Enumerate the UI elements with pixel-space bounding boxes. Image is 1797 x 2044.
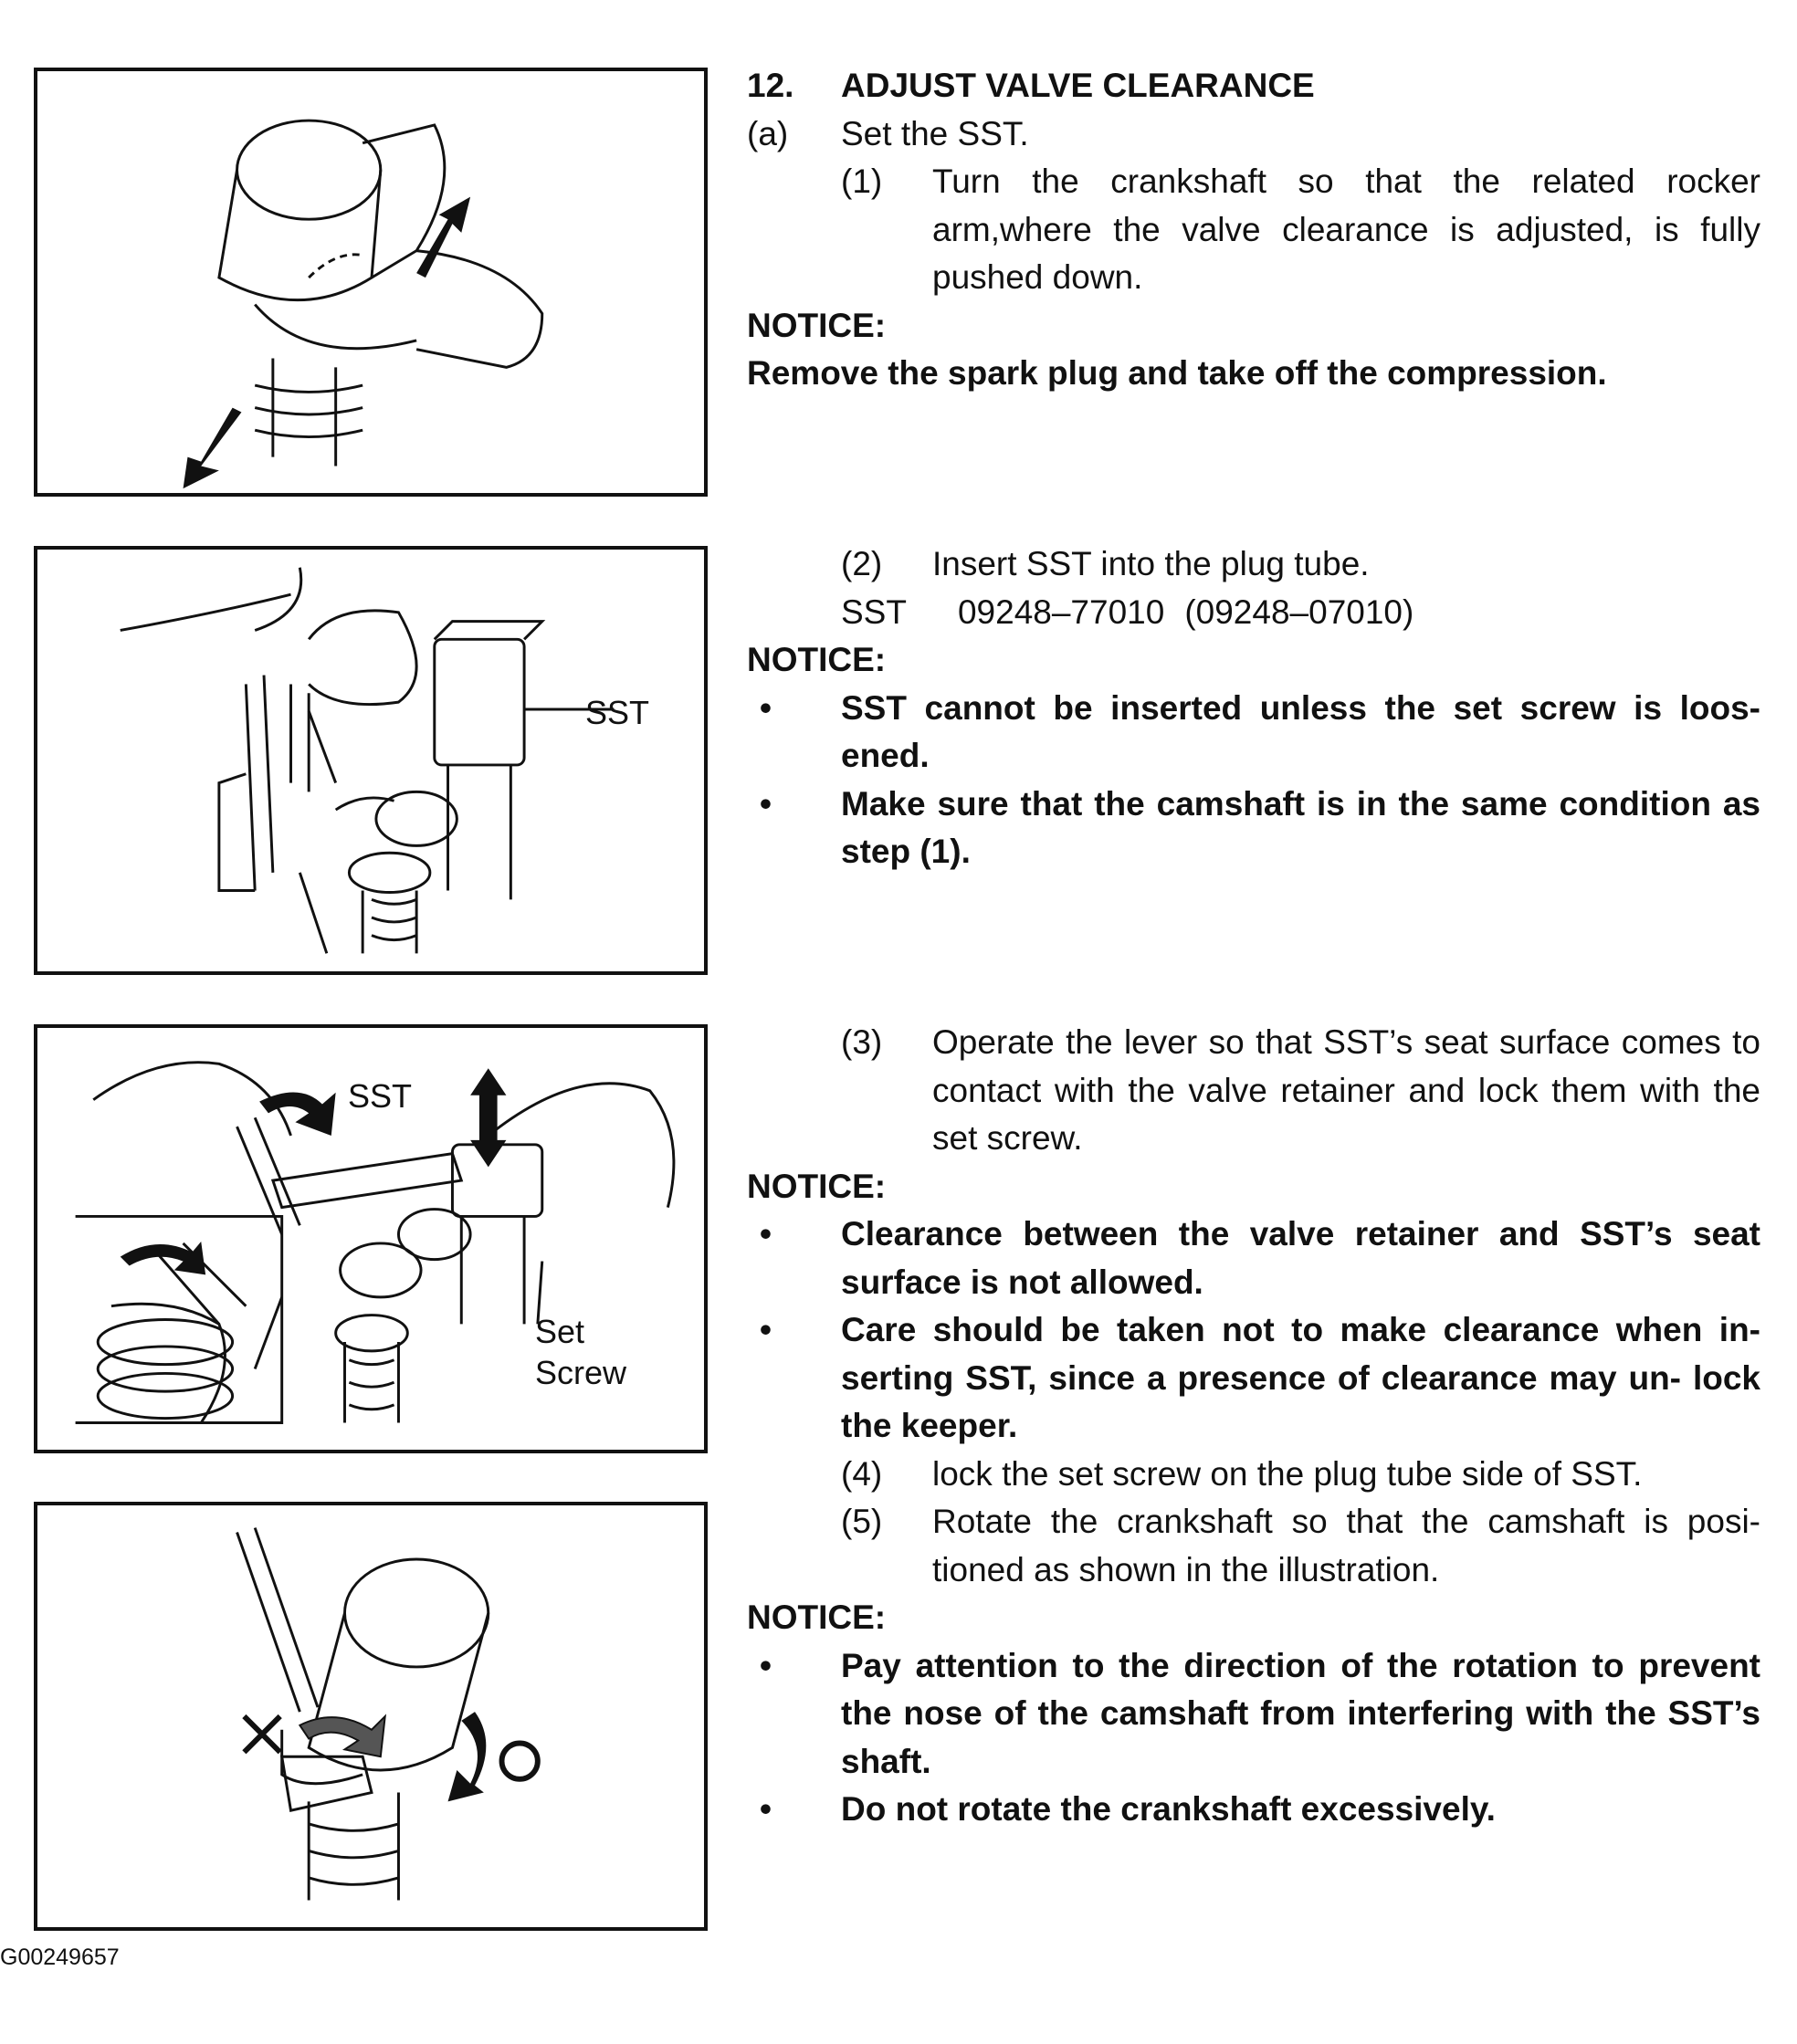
insert-sst-illustration	[37, 550, 704, 971]
item-2-label: (2)	[841, 545, 883, 582]
figure-insert-sst	[34, 546, 708, 975]
figure-rotate-camshaft	[34, 1502, 708, 1931]
bullet-icon: •	[760, 1215, 772, 1253]
step-number: 12.	[747, 67, 794, 104]
callout-set-screw: Set Screw	[535, 1313, 627, 1391]
item-4-text: lock the set screw on the plug tube side of SST.	[932, 1454, 1643, 1493]
item-1-label: (1)	[841, 162, 883, 200]
item-3-label: (3)	[841, 1023, 883, 1061]
notice-1-text: Remove the spark plug and take off the compression.	[747, 354, 1607, 392]
item-5-text: Rotate the crankshaft so that the camshaft is posi- tioned as shown in the illustration.	[932, 1503, 1760, 1588]
bullet-icon: •	[760, 1311, 772, 1348]
figure-operate-lever	[34, 1024, 708, 1453]
sst-alt-part: (09248–07010)	[1184, 592, 1414, 631]
bullet-icon: •	[760, 1646, 772, 1684]
step-title: ADJUST VALVE CLEARANCE	[841, 67, 1315, 104]
rocker-arm-illustration	[37, 71, 704, 493]
notice-4-bullet-2	[747, 1786, 1760, 1834]
notice-2-bullet-1-text: SST cannot be inserted unless the set screw is loos- ened.	[841, 688, 1760, 774]
callout-sst: SST	[348, 1077, 413, 1115]
notice-3-bullet-2-text: Care should be taken not to make clearance when in- serting SST, since a presence of clearance may un- lock the keeper.	[841, 1311, 1760, 1444]
item-4-label: (4)	[841, 1454, 883, 1493]
notice-2-bullet-2	[747, 781, 1760, 876]
item-5-label: (5)	[841, 1503, 883, 1540]
item-3-text: Operate the lever so that SST’s seat surface comes to contact with the valve retainer and lock them with the set screw.	[932, 1023, 1760, 1157]
notice-4-bullet-1-text: Pay attention to the direction of the rotation to prevent the nose of the camshaft from interfering with the SST’s shaft.	[841, 1646, 1760, 1780]
sst-label: SST	[841, 592, 907, 631]
section-1	[747, 62, 1760, 398]
notice-3-bullet-2	[747, 1306, 1760, 1451]
item-3	[747, 1019, 1760, 1163]
rotate-camshaft-illustration	[37, 1505, 704, 1927]
notice-2-label: NOTICE:	[747, 641, 887, 678]
item-2	[747, 540, 1760, 589]
sub-step-a	[747, 110, 1760, 159]
figure-rocker-arm	[34, 68, 708, 497]
notice-4-label: NOTICE:	[747, 1599, 887, 1636]
item-4	[747, 1451, 1760, 1499]
item-2-text: Insert SST into the plug tube.	[932, 545, 1370, 582]
sub-step-a-text: Set the SST.	[841, 114, 1029, 152]
notice-3-bullet-1-text: Clearance between the valve retainer and SST’s seat surface is not allowed.	[841, 1215, 1760, 1301]
bullet-icon: •	[760, 1790, 772, 1828]
step-heading	[747, 62, 1760, 110]
item-1	[747, 158, 1760, 302]
figure-id: G00249657	[0, 1944, 120, 1970]
notice-4-bullet-1	[747, 1642, 1760, 1787]
section-2	[747, 540, 1760, 876]
notice-3-bullet-1	[747, 1211, 1760, 1306]
bullet-icon: •	[760, 784, 772, 823]
notice-4-bullet-2-text: Do not rotate the crankshaft excessively.	[841, 1790, 1496, 1828]
notice-2-bullet-1	[747, 685, 1760, 781]
notice-3-label: NOTICE:	[747, 1167, 887, 1205]
notice-2-bullet-2-text: Make sure that the camshaft is in the same condition as step (1).	[841, 784, 1760, 870]
callout-sst: SST	[585, 694, 650, 731]
notice-1-label: NOTICE:	[747, 306, 887, 344]
item-5	[747, 1498, 1760, 1594]
item-1-text: Turn the crankshaft so that the related rocker arm,where the valve clearance is adjusted, is fully pushed down.	[932, 162, 1760, 296]
sst-part: 09248–77010	[957, 592, 1165, 631]
sub-step-a-label: (a)	[747, 114, 789, 152]
section-3	[747, 1019, 1760, 1834]
sst-part-number	[841, 589, 1760, 637]
bullet-icon: •	[760, 688, 772, 727]
